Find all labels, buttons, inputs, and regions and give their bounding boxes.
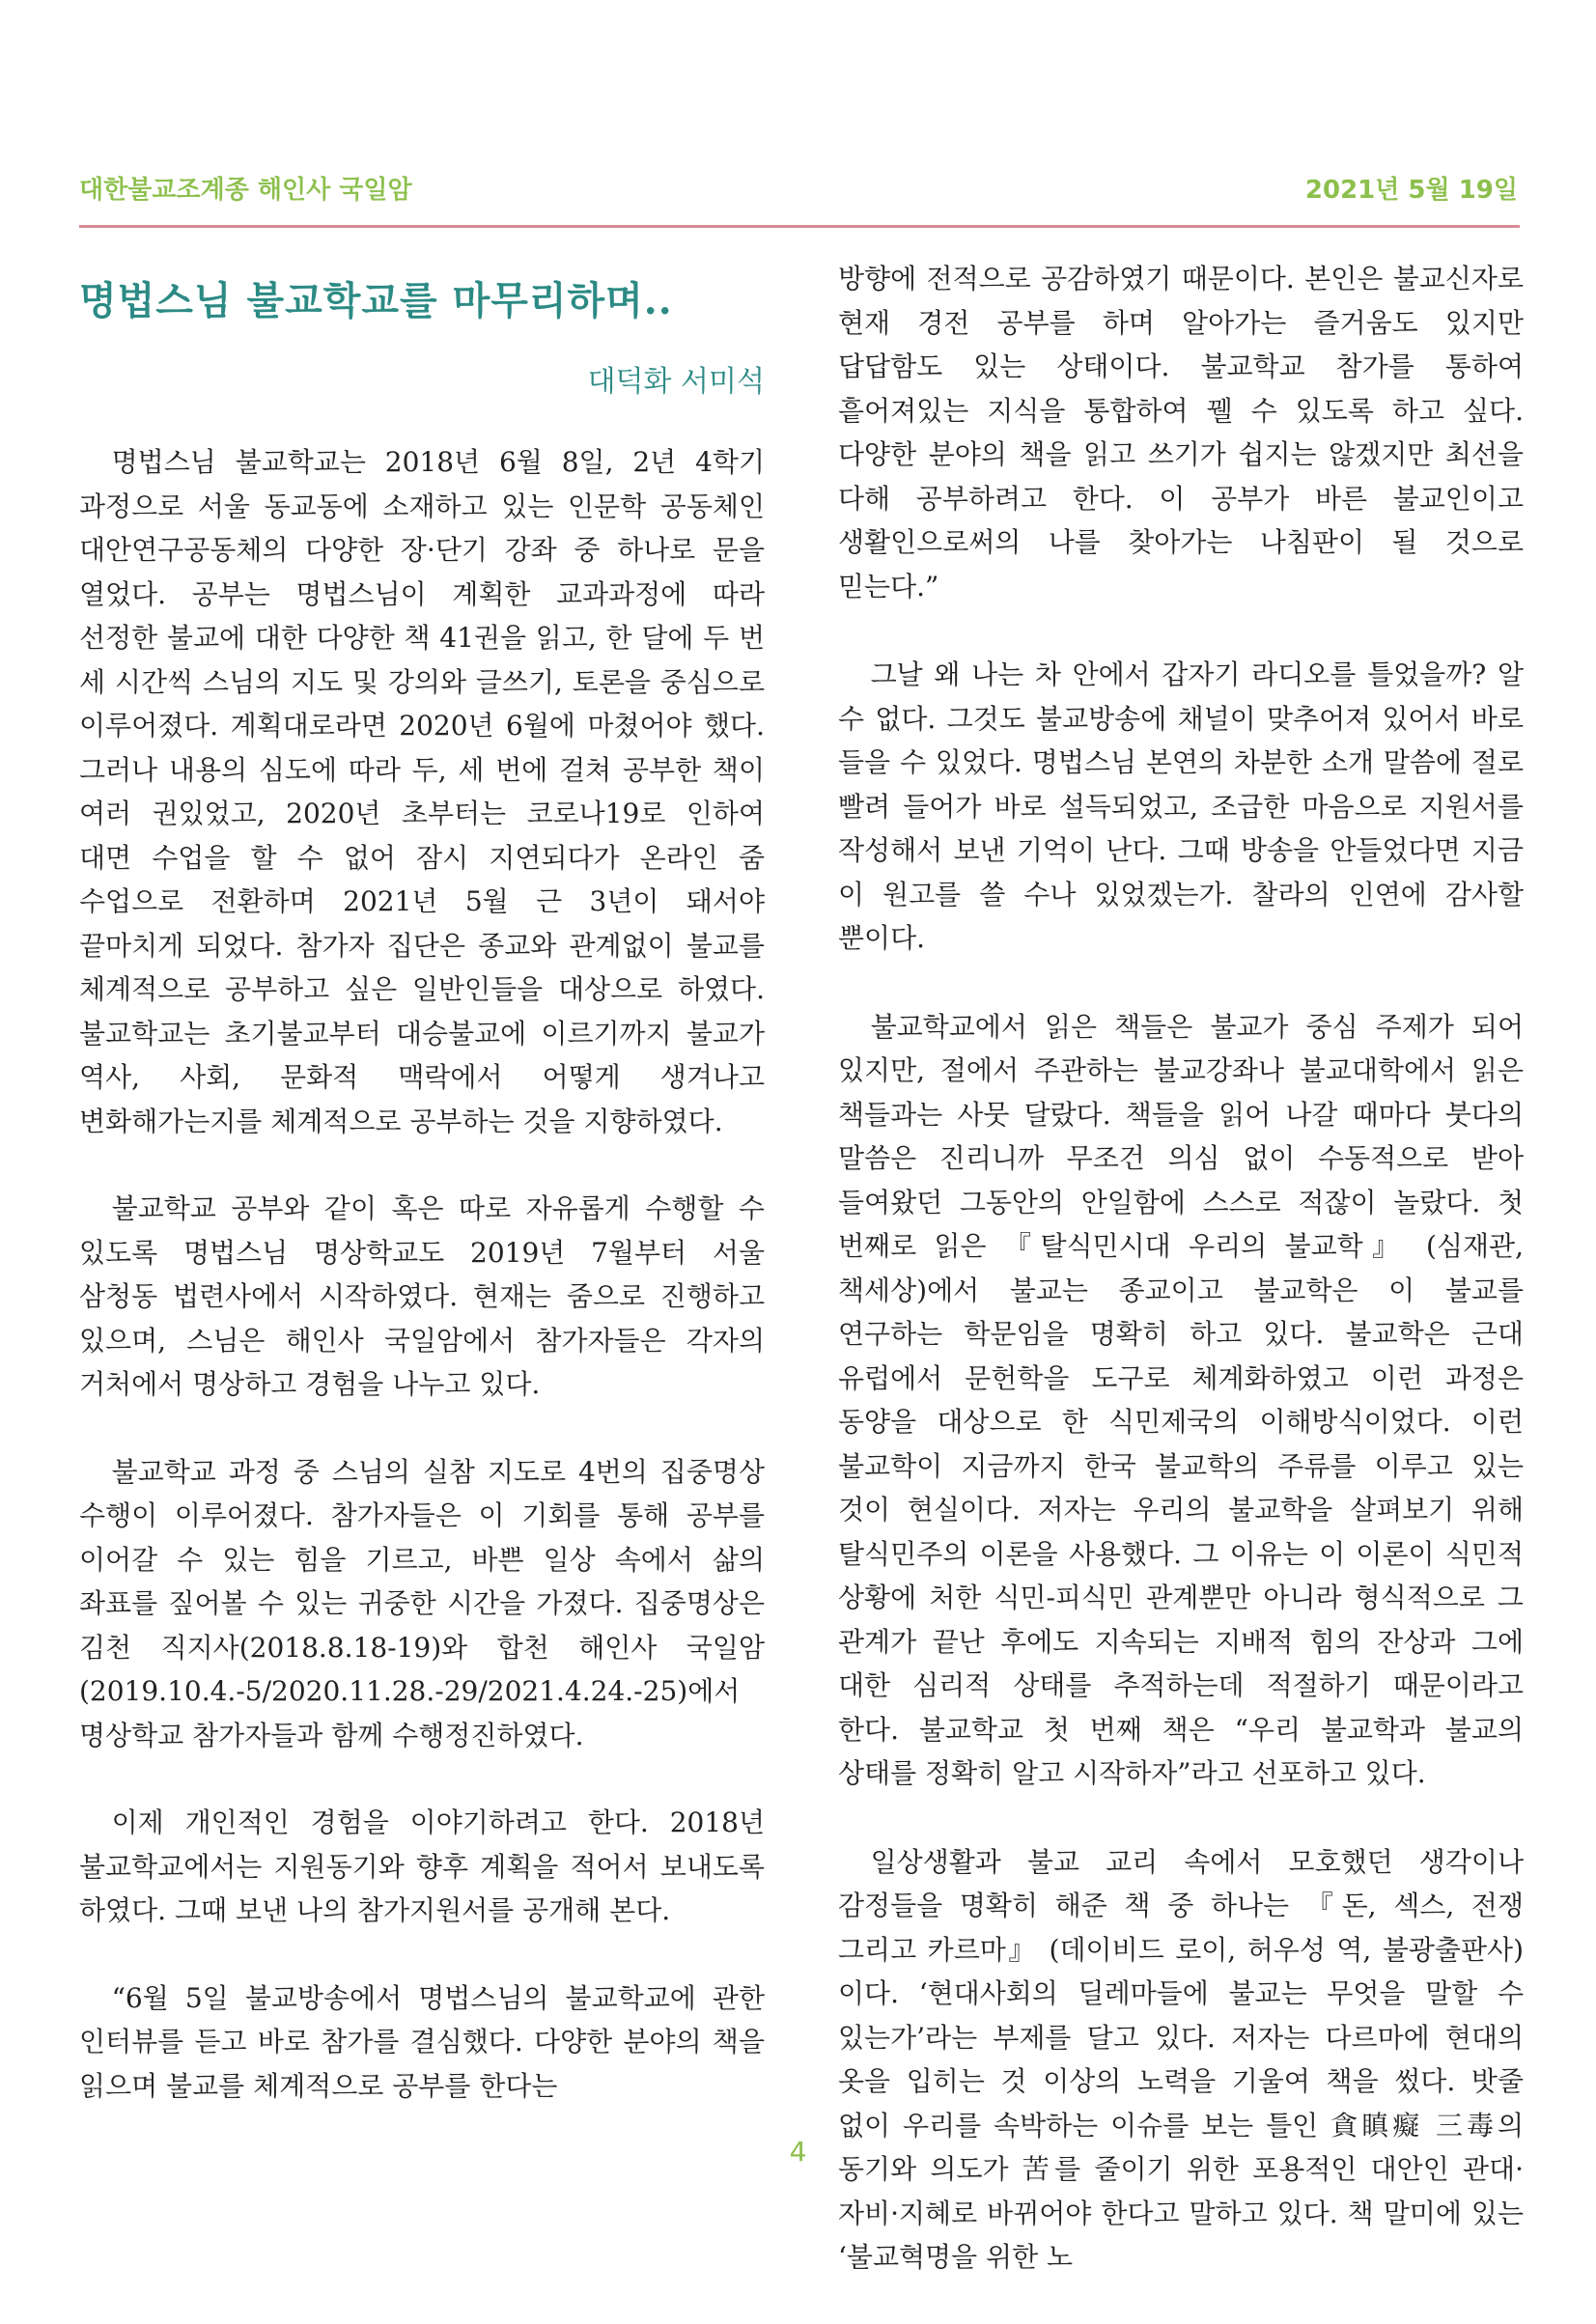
paragraph: 일상생활과 불교 교리 속에서 모호했던 생각이나 감정들을 명확히 해준 책 중 하나는 『돈, 섹스, 전쟁 그리고 카르마』 (데이비드 로이, 허우성 역, 불광출판사)이다. ‘현대사회의 딜레마들에 불교는 무엇을 말할 수 있는가’라는 부제를 달고 있다. 저자는 다르마에 현대의 옷을 입히는 것 이상의 노력을 기울여 책을 썼다. 밧줄 없이 우리를 속박하는 이슈를 보는 틀인 貪瞋癡 三毒의 동기와 의도가 苦를 줄이기 위한 포용적인 대안인 관대·자비·지혜로 바뀌어야 한다고 말하고 있다. 책 말미에 있는 ‘불교혁명을 위한 노 — [838, 1845, 1524, 2273]
paragraph: 불교학교 과정 중 스님의 실참 지도로 4번의 집중명상 수행이 이루어졌다. 참가자들은 이 기회를 통해 공부를 이어갈 수 있는 힘을 기르고, 바쁜 일상 속에서 삶의 좌표를 짚어볼 수 있는 귀중한 시간을 가졌다. 집중명상은 김천 직지사(2018.8.18-19)와 합천 해인사 국일암(2019.10.4.-5/2020.11.28.-29/2021.4.24.-25)에서 명상학교 참가자들과 함께 수행정진하였다. — [79, 1455, 765, 1751]
paragraph: 이제 개인적인 경험을 이야기하려고 한다. 2018년 불교학교에서는 지원동기와 향후 계획을 적어서 보내도록 하였다. 그때 보낸 나의 참가지원서를 공개해 본다. — [79, 1806, 765, 1926]
article-title: 명법스님 불교학교를 마무리하며.. — [79, 278, 673, 323]
issue-date: 2021년 5월 19일 — [1304, 176, 1518, 205]
paragraph: 명법스님 불교학교는 2018년 6월 8일, 2년 4학기 과정으로 서울 동교동에 소재하고 있는 인문학 공동체인 대안연구공동체의 다양한 장·단기 강좌 중 하나로 문을 열었다. 공부는 명법스님이 계획한 교과과정에 따라 선정한 불교에 대한 다양한 책 41권을 읽고, 한 달에 두 번 세 시간씩 스님의 지도 및 강의와 글쓰기, 토론을 중심으로 이루어졌다. 계획대로라면 2020년 6월에 마쳤어야 했다. 그러나 내용의 심도에 따라 두, 세 번에 걸쳐 공부한 책이 여러 권있었고, 2020년 초부터는 코로나19로 인하여 대면 수업을 할 수 없어 잠시 지연되다가 온라인 줌 수업으로 전환하며 2021년 5월 근 3년이 돼서야 끝마치게 되었다. 참가자 집단은 종교와 관계없이 불교를 체계적으로 공부하고 싶은 일반인들을 대상으로 하였다. 불교학교는 초기불교부터 대승불교에 이르기까지 불교가 역사, 사회, 문화적 맥락에서 어떻게 생겨나고 변화해가는지를 체계적으로 공부하는 것을 지향하였다. — [79, 446, 765, 1137]
page-number: 4 — [789, 2136, 807, 2168]
paragraph: 그날 왜 나는 차 안에서 갑자기 라디오를 틀었을까? 알 수 없다. 그것도 불교방송에 채널이 맞추어져 있어서 바로 들을 수 있었다. 명법스님 본연의 차분한 소개 말씀에 절로 빨려 들어가 바로 설득되었고, 조급한 마음으로 지원서를 작성해서 보낸 기억이 난다. 그때 방송을 안들었다면 지금 이 원고를 쓸 수나 있었겠는가. 찰라의 인연에 감사할 뿐이다. — [838, 658, 1524, 954]
article-author: 대덕화 서미석 — [587, 365, 765, 399]
publisher-name: 대한불교조계종 해인사 국일암 — [79, 176, 412, 205]
page-header — [79, 162, 1518, 210]
paragraph: 불교학교 공부와 같이 혹은 따로 자유롭게 수행할 수 있도록 명법스님 명상학교도 2019년 7월부터 서울 삼청동 법련사에서 시작하였다. 현재는 줌으로 진행하고 있으며, 스님은 해인사 국일암에서 참가자들은 각자의 거처에서 명상하고 경험을 나누고 있다. — [79, 1192, 765, 1400]
left-column — [79, 259, 765, 2151]
header-divider — [79, 225, 1520, 228]
paragraph: 방향에 전적으로 공감하였기 때문이다. 본인은 불교신자로 현재 경전 공부를 하며 알아가는 즐거움도 있지만 답답함도 있는 상태이다. 불교학교 참가를 통하여 흩어져있는 지식을 통합하여 꿸 수 있도록 하고 싶다. 다양한 분야의 책을 읽고 쓰기가 쉽지는 않겠지만 최선을 다해 공부하려고 한다. 이 공부가 바른 불교인이고 생활인으로써의 나를 찾아가는 나침판이 될 것으로 믿는다.” — [838, 263, 1524, 602]
paragraph: “6월 5일 불교방송에서 명법스님의 불교학교에 관한 인터뷰를 듣고 바로 참가를 결심했다. 다양한 분야의 책을 읽으며 불교를 체계적으로 공부를 한다는 — [79, 1981, 765, 2102]
paragraph: 불교학교에서 읽은 책들은 불교가 중심 주제가 되어 있지만, 절에서 주관하는 불교강좌나 불교대학에서 읽은 책들과는 사뭇 달랐다. 책들을 읽어 나갈 때마다 붓다의 말씀은 진리니까 무조건 의심 없이 수동적으로 받아 들여왔던 그동안의 안일함에 스스로 적잖이 놀랐다. 첫 번째로 읽은 『탈식민시대 우리의 불교학』 (심재관, 책세상)에서 불교는 종교이고 불교학은 이 불교를 연구하는 학문임을 명확히 하고 있다. 불교학은 근대 유럽에서 문헌학을 도구로 체계화하였고 이런 과정은 동양을 대상으로 한 식민제국의 이해방식이었다. 이런 불교학이 지금까지 한국 불교학의 주류를 이루고 있는 것이 현실이다. 저자는 우리의 불교학을 살펴보기 위해 탈식민주의 이론을 사용했다. 그 이유는 이 이론이 식민적 상황에 처한 식민-피식민 관계뿐만 아니라 형식적으로 그 관계가 끝난 후에도 지속되는 지배적 힘의 잔상과 그에 대한 심리적 상태를 추적하는데 적절하기 때문이라고 한다. 불교학교 첫 번째 책은 “우리 불교학과 불교의 상태를 정확히 알고 시작하자”라고 선포하고 있다. — [838, 1010, 1524, 1789]
right-column — [838, 257, 1524, 2324]
